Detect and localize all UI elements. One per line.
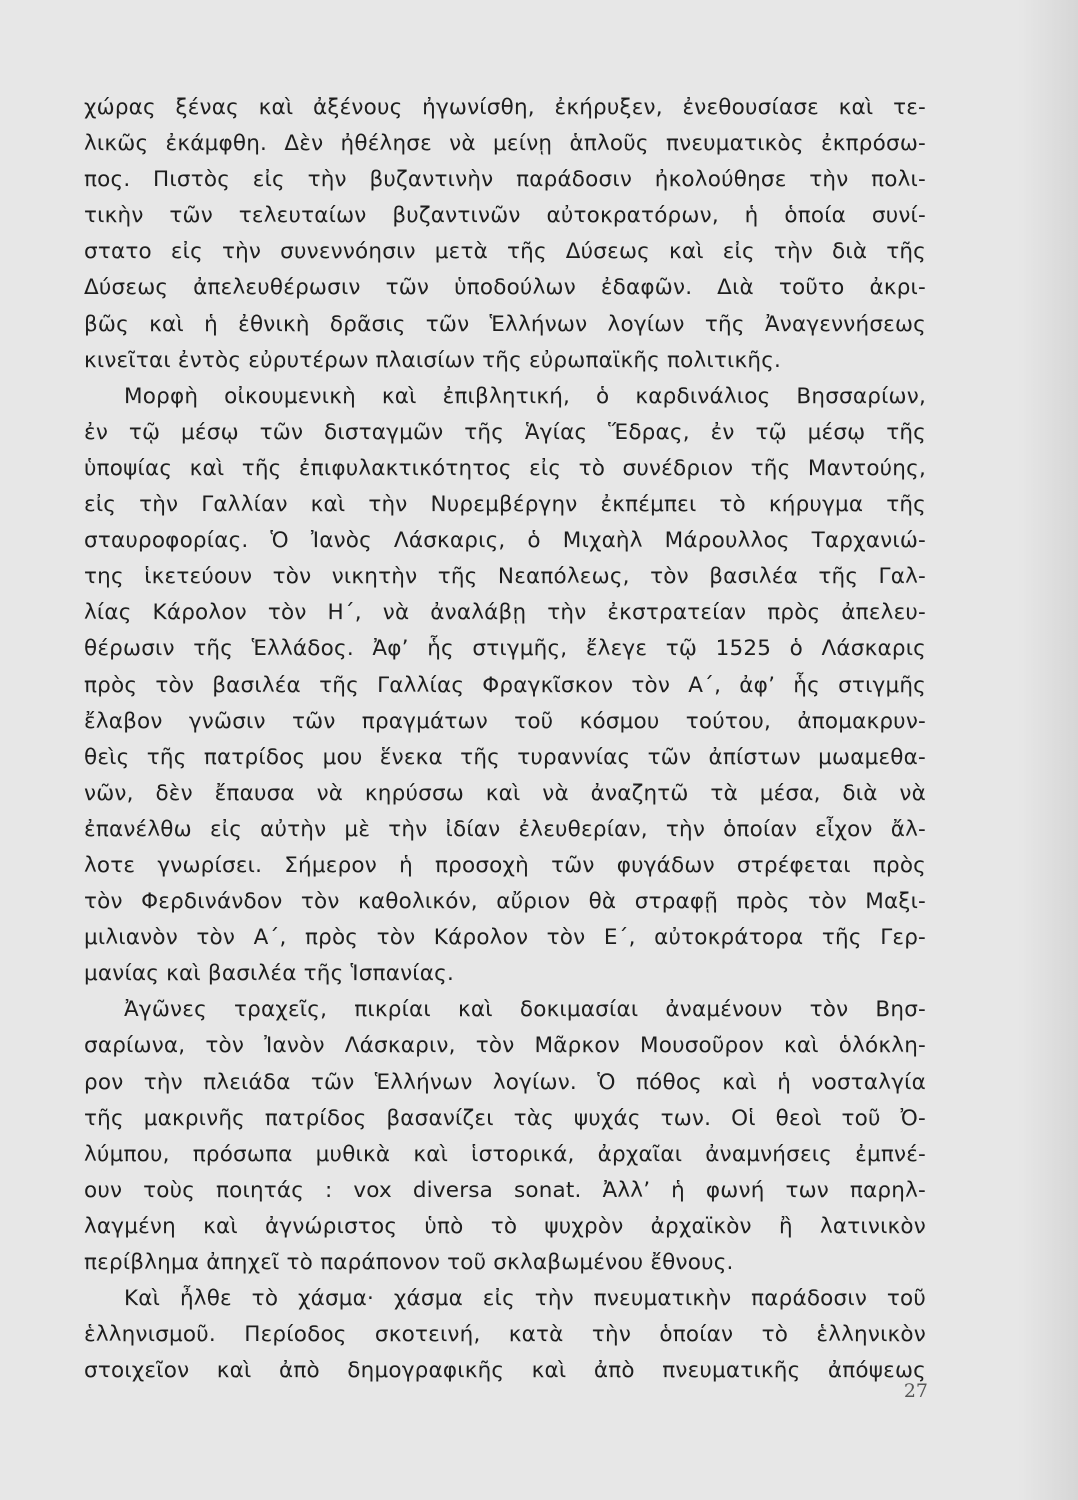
paragraph-2 [84, 379, 926, 993]
text-line: λοτε γνωρίσει. Σήμερον ἡ προσοχὴ τῶν φυγάδων στρέφεται πρὸς [84, 852, 926, 878]
text-line: πρὸς τὸν βασιλέα τῆς Γαλλίας Φραγκῖσκον τὸν Α΄, ἀφ’ ἧς στιγμῆς [84, 672, 926, 698]
page-number: 27 [903, 1380, 928, 1402]
text-line: στατο εἰς τὴν συνεννόησιν μετὰ τῆς Δύσεως καὶ εἰς τὴν διὰ τῆς [84, 239, 926, 265]
paragraph-4 [84, 1281, 926, 1389]
text-line: τῆς μακρινῆς πατρίδος βασανίζει τὰς ψυχάς των. Οἱ θεοὶ τοῦ Ὀ- [84, 1105, 926, 1131]
text-line: ἐν τῷ μέσῳ τῶν δισταγμῶν τῆς Ἁγίας Ἕδρας, ἐν τῷ μέσῳ τῆς [84, 419, 926, 445]
text-line: βῶς καὶ ἡ ἐθνικὴ δρᾶσις τῶν Ἑλλήνων λογίων τῆς Ἀναγεννήσεως [84, 311, 926, 337]
text-line: ὑποψίας καὶ τῆς ἐπιφυλακτικότητος εἰς τὸ συνέδριον τῆς Μαντούης, [84, 455, 926, 481]
text-line: λαγμένη καὶ ἀγνώριστος ὑπὸ τὸ ψυχρὸν ἀρχαϊκὸν ἢ λατινικὸν [84, 1213, 926, 1239]
text-line: στοιχεῖον καὶ ἀπὸ δημογραφικῆς καὶ ἀπὸ πνευματικῆς ἀπόψεως [84, 1358, 926, 1384]
text-line: ουν τοὺς ποιητάς : vox diversa sonat. Ἀλλ’ ἡ φωνή των παρηλ- [84, 1177, 926, 1203]
text-line: Δύσεως ἀπελευθέρωσιν τῶν ὑποδούλων ἐδαφῶν. Διὰ τοῦτο ἀκρι- [84, 275, 926, 301]
text-line: θεὶς τῆς πατρίδος μου ἕνεκα τῆς τυραννίας τῶν ἀπίστων μωαμεθα- [84, 744, 926, 770]
text-line: Ἀγῶνες τραχεῖς, πικρίαι καὶ δοκιμασίαι ἀναμένουν τὸν Βησ- [124, 997, 926, 1023]
text-line: ἐπανέλθω εἰς αὐτὴν μὲ τὴν ἰδίαν ἐλευθερίαν, τὴν ὁποίαν εἶχον ἄλ- [84, 816, 926, 842]
text-line: πος. Πιστὸς εἰς τὴν βυζαντινὴν παράδοσιν ἠκολούθησε τὴν πολι- [84, 167, 926, 193]
text-line: θέρωσιν τῆς Ἑλλάδος. Ἀφ’ ἧς στιγμῆς, ἔλεγε τῷ 1525 ὁ Λάσκαρις [84, 636, 926, 662]
text-line: λικῶς ἐκάμφθη. Δὲν ἠθέλησε νὰ μείνῃ ἁπλοῦς πνευματικὸς ἐκπρόσω- [84, 131, 926, 157]
text-line: Μορφὴ οἰκουμενικὴ καὶ ἐπιβλητική, ὁ καρδινάλιος Βησσαρίων, [124, 383, 926, 409]
text-line: λύμπου, πρόσωπα μυθικὰ καὶ ἱστορικά, ἀρχαῖαι ἀναμνήσεις ἐμπνέ- [84, 1141, 926, 1167]
text-line: μιλιανὸν τὸν Α΄, πρὸς τὸν Κάρολον τὸν Ε΄, αὐτοκράτορα τῆς Γερ- [84, 925, 926, 951]
text-line: περίβλημα ἀπηχεῖ τὸ παράπονον τοῦ σκλαβωμένου ἔθνους. [84, 1250, 734, 1275]
text-line: λίας Κάρολον τὸν Η΄, νὰ ἀναλάβῃ τὴν ἐκστρατείαν πρὸς ἀπελευ- [84, 600, 926, 626]
text-line: ἔλαβον γνῶσιν τῶν πραγμάτων τοῦ κόσμου τούτου, ἀπομακρυν- [84, 708, 926, 734]
text-line: σταυροφορίας. Ὁ Ἰανὸς Λάσκαρις, ὁ Μιχαὴλ Μάρουλλος Ταρχανιώ- [84, 528, 926, 554]
text-line: ἑλληνισμοῦ. Περίοδος σκοτεινή, κατὰ τὴν ὁποίαν τὸ ἑλληνικὸν [84, 1322, 926, 1348]
binding-shadow [1018, 0, 1078, 1500]
text-line: νῶν, δὲν ἔπαυσα νὰ κηρύσσω καὶ νὰ ἀναζητῶ τὰ μέσα, διὰ νὰ [84, 780, 926, 806]
paragraph-1 [84, 90, 926, 379]
text-line: εἰς τὴν Γαλλίαν καὶ τὴν Νυρεμβέργην ἐκπέμπει τὸ κήρυγμα τῆς [84, 492, 926, 518]
text-line: σαρίωνα, τὸν Ἰανὸν Λάσκαριν, τὸν Μᾶρκον Μουσοῦρον καὶ ὁλόκλη- [84, 1033, 926, 1059]
body-text [84, 90, 926, 1389]
paragraph-3 [84, 992, 926, 1281]
text-line: Καὶ ἦλθε τὸ χάσμα· χάσμα εἰς τὴν πνευματικὴν παράδοσιν τοῦ [124, 1286, 926, 1312]
text-line: ρον τὴν πλειάδα τῶν Ἑλλήνων λογίων. Ὁ πόθος καὶ ἡ νοσταλγία [84, 1069, 926, 1095]
text-line: κινεῖται ἐντὸς εὐρυτέρων πλαισίων τῆς εὐρωπαϊκῆς πολιτικῆς. [84, 347, 782, 373]
text-line: τικὴν τῶν τελευταίων βυζαντινῶν αὐτοκρατόρων, ἡ ὁποία συνί- [84, 203, 926, 229]
text-line: της ἱκετεύουν τὸν νικητὴν τῆς Νεαπόλεως, τὸν βασιλέα τῆς Γαλ- [84, 564, 926, 590]
text-line: μανίας καὶ βασιλέα τῆς Ἱσπανίας. [84, 961, 454, 987]
text-line: τὸν Φερδινάνδον τὸν καθολικόν, αὔριον θὰ στραφῇ πρὸς τὸν Μαξι- [84, 889, 926, 915]
text-line: χώρας ξένας καὶ ἀξένους ἠγωνίσθη, ἐκήρυξεν, ἐνεθουσίασε καὶ τε- [84, 95, 926, 120]
